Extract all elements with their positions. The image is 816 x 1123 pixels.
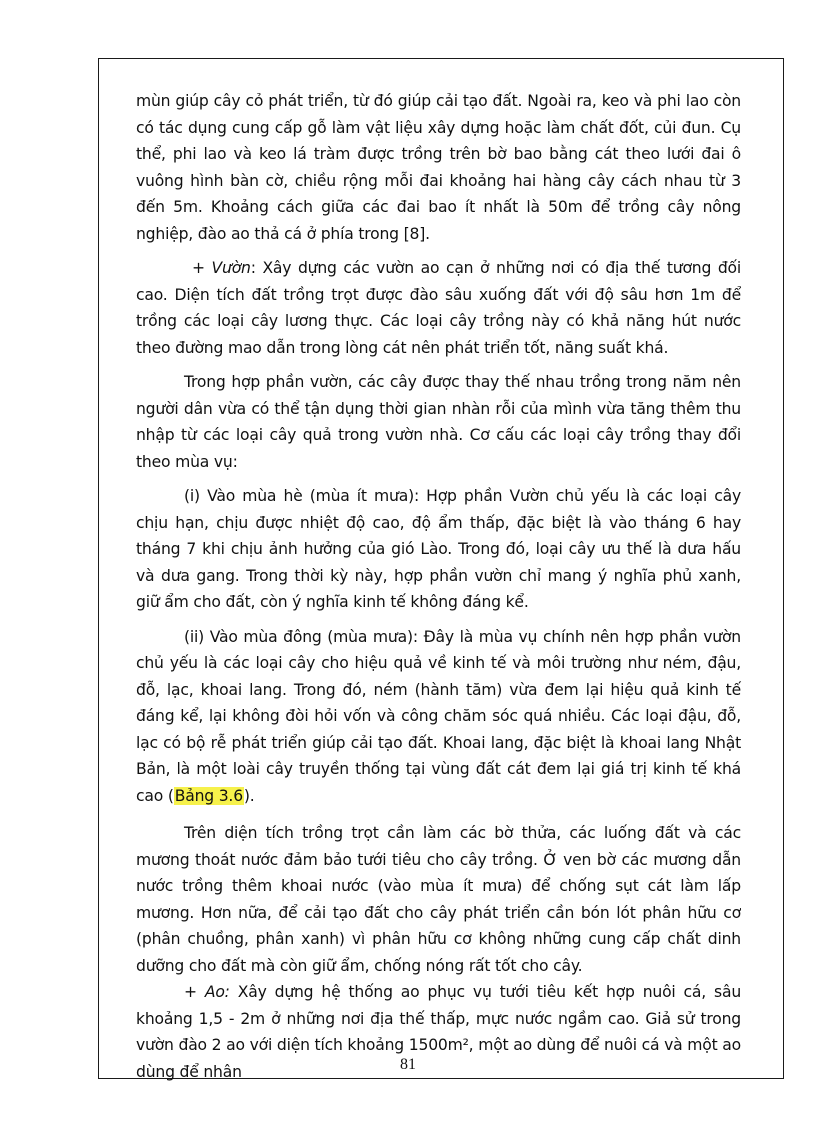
paragraph-text-end: ). [243, 786, 255, 805]
paragraph: Trong hợp phần vườn, các cây được thay thế nhau trồng trong năm nên người dân vừa có thể tận dụng thời gian nhàn rỗi của mình vừa tăng thêm thu nhập từ các loại cây quả trong vườn nhà. Cơ cấu các loại cây trồng thay đổi theo mùa vụ: [136, 373, 741, 471]
paragraph-vuon [136, 255, 741, 361]
paragraph: Trên diện tích trồng trọt cần làm các bờ thửa, các luống đất và các mương thoát nước đảm bảo tưới tiêu cho cây trồng. Ở ven bờ các mương dẫn nước trồng thêm khoai nước (vào mùa ít mưa) để chống sụt cát làm lấp mương. Hơn nữa, để cải tạo đất cho cây phát triển cần bón lót phân hữu cơ (phân chuồng, phân xanh) vì phân hữu cơ không những cung cấp chất dinh dưỡng cho đất mà còn giữ ẩm, chống nóng rất tốt cho cây. [136, 824, 741, 975]
page-number: 81 [400, 1056, 416, 1073]
table-reference-highlight: Bảng 3.6 [174, 786, 243, 805]
body-text [136, 88, 741, 1085]
list-marker: + [192, 259, 212, 277]
paragraph-winter [136, 624, 741, 810]
paragraph-text: : Xây dựng các vườn ao cạn ở những nơi có địa thế tương đối cao. Diện tích đất trồng trọt được đào sâu xuống đất với độ sâu hơn 1m để trồng các loại cây lương thực. Các loại cây trồng này có khả năng hút nước theo đường mao dẫn trong lòng cát nên phát triển tốt, năng suất khá. [136, 259, 742, 357]
paragraph-summer: (i) Vào mùa hè (mùa ít mưa): Hợp phần Vườn chủ yếu là các loại cây chịu hạn, chịu được nhiệt độ cao, độ ẩm thấp, đặc biệt là vào tháng 6 hay tháng 7 khi chịu ảnh hưởng của gió Lào. Trong đó, loại cây ưu thế là dưa hấu và dưa gang. Trong thời kỳ này, hợp phần vườn chỉ mang ý nghĩa phủ xanh, giữ ẩm cho đất, còn ý nghĩa kinh tế không đáng kể. [136, 487, 741, 611]
paragraph-text: Xây dựng hệ thống ao phục vụ tưới tiêu kết hợp nuôi cá, sâu khoảng 1,5 - 2m ở những nơi địa thế thấp, mực nước ngầm cao. Giả sử trong vườn đào 2 ao với diện tích khoảng 1500m², một ao dùng để nuôi cá và một ao dùng để nhân [136, 983, 742, 1081]
paragraph: mùn giúp cây cỏ phát triển, từ đó giúp cải tạo đất. Ngoài ra, keo và phi lao còn có tác dụng cung cấp gỗ làm vật liệu xây dựng hoặc làm chất đốt, củi đun. Cụ thể, phi lao và keo lá tràm được trồng trên bờ bao bằng cát theo lưới đai ô vuông hình bàn cờ, chiều rộng mỗi đai khoảng hai hàng cây cách nhau từ 3 đến 5m. Khoảng cách giữa các đai bao ít nhất là 50m để trồng cây nông nghiệp, đào ao thả cá ở phía trong [8]. [136, 92, 741, 243]
section-label-ao: Ao: [204, 983, 230, 1001]
section-label-vuon: Vườn [211, 259, 251, 277]
list-marker: + [184, 983, 205, 1001]
paragraph-text: (ii) Vào mùa đông (mùa mưa): Đây là mùa vụ chính nên hợp phần vườn chủ yếu là các loại cây cho hiệu quả về kinh tế và môi trường như ném, đậu, đỗ, lạc, khoai lang. Trong đó, ném (hành tăm) vừa đem lại hiệu quả kinh tế đáng kể, lại không đòi hỏi vốn và công chăm sóc quá nhiều. Các loại đậu, đỗ, lạc có bộ rễ phát triển giúp cải tạo đất. Khoai lang, đặc biệt là khoai lang Nhật Bản, là một loài cây truyền thống tại vùng đất cát đem lại giá trị kinh tế khá cao ( [136, 627, 741, 805]
